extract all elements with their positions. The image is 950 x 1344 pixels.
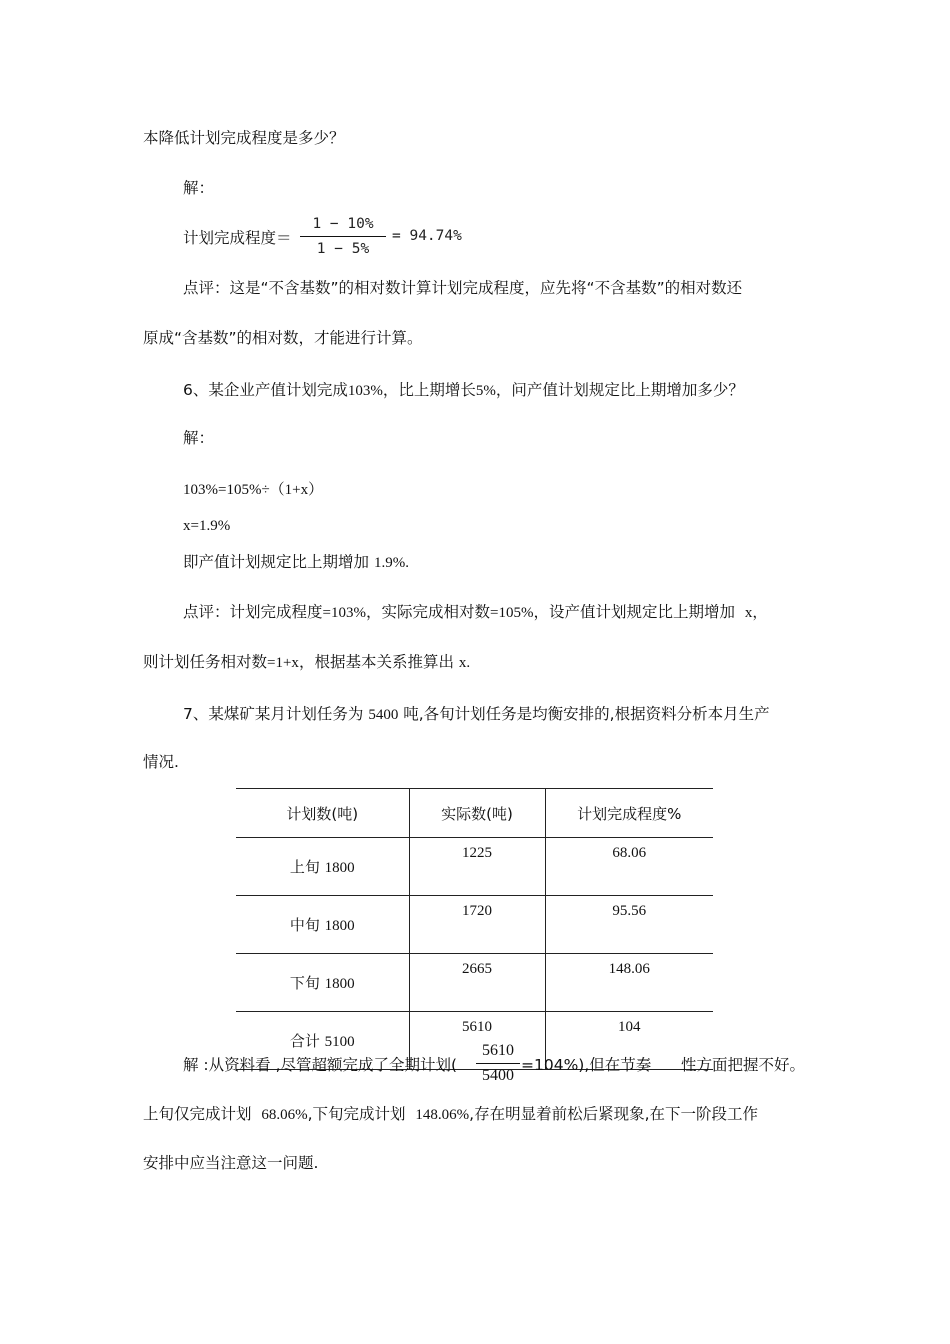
- comment-2-text: ，设产值计划规定比上期增加: [533, 603, 735, 621]
- analysis-text-a: 解 :从资料看 ,尽管超额完成了全期计划(: [183, 1056, 458, 1074]
- row-actual: 2665: [409, 954, 545, 1012]
- row-label-cell: [236, 838, 409, 896]
- q6-text-b: ，比上期增长: [382, 381, 476, 399]
- equation-1: 103%=105%÷（1+x）: [183, 482, 324, 498]
- header-plan: 计划数(吨): [236, 789, 409, 838]
- comment-line-1: 点评：这是“不含基数”的相对数计算计划完成程度，应先将“不含基数”的相对数还: [183, 279, 743, 297]
- analysis-value: 148.06%: [415, 1107, 470, 1123]
- row-plan: 1800: [324, 918, 355, 934]
- analysis-line-3: 安排中应当注意这一问题.: [143, 1154, 319, 1172]
- table-header-row: [236, 789, 713, 838]
- question-7-line-1: [183, 704, 770, 725]
- analysis-value: 68.06%: [261, 1107, 308, 1123]
- answer-6-text: 即产值计划规定比上期增加: [183, 553, 370, 571]
- fraction-bar: [300, 236, 386, 237]
- row-label-cell: [236, 954, 409, 1012]
- comment-2-line-1: [183, 602, 767, 623]
- data-table: [236, 788, 713, 1070]
- question-6: [183, 380, 744, 401]
- row-label: 下旬: [289, 974, 320, 992]
- q6-text-c: ，问产值计划规定比上期增加多少？: [495, 381, 744, 399]
- analysis-line-2: [143, 1104, 758, 1125]
- paragraph-continuation: 本降低计划完成程度是多少？: [143, 129, 345, 147]
- row-plan: 1800: [324, 976, 355, 992]
- row-label: 合计: [289, 1032, 320, 1050]
- equation-2: x=1.9%: [183, 518, 231, 534]
- comment-2-value: x，: [744, 605, 768, 621]
- q6-text-a: 6、某企业产值计划完成: [183, 381, 348, 399]
- comment-line-2: 原成“含基数”的相对数，才能进行计算。: [143, 329, 423, 347]
- row-pct: 68.06: [545, 838, 713, 896]
- formula-fraction: [300, 214, 386, 259]
- row-plan: 1800: [324, 860, 355, 876]
- header-pct: 计划完成程度%: [545, 789, 713, 838]
- comment-2-value: x.: [458, 655, 471, 671]
- q7-text: 7、某煤矿某月计划任务为: [183, 705, 364, 723]
- row-pct: 104: [545, 1012, 713, 1070]
- comment-2-value: =1+x: [267, 655, 299, 671]
- solution-label: 解：: [183, 179, 215, 197]
- comment-2-text: ，实际完成相对数: [365, 603, 490, 621]
- row-pct: 95.56: [545, 896, 713, 954]
- answer-6: [183, 552, 409, 573]
- fraction-denominator: 5400: [482, 1067, 514, 1084]
- table-row: [236, 838, 713, 896]
- comment-2-text: ，根据基本关系推算出: [298, 653, 454, 671]
- comment-2-text: 则计划任务相对数: [143, 653, 268, 671]
- comment-2-value: =105%: [490, 605, 534, 621]
- analysis-text: ,存在明显着前松后紧现象,在下一阶段工作: [469, 1105, 759, 1123]
- q7-value: 5400: [368, 707, 399, 723]
- row-label: 上旬: [289, 858, 320, 876]
- formula-result: = 94.74%: [392, 228, 462, 244]
- row-actual: 1225: [409, 838, 545, 896]
- table-row: [236, 896, 713, 954]
- row-actual: 1720: [409, 896, 545, 954]
- analysis-fraction: [476, 1041, 520, 1086]
- q6-value-1: 103%: [347, 383, 383, 399]
- row-label: 中旬: [289, 916, 320, 934]
- answer-6-value: 1.9%.: [373, 555, 409, 571]
- header-actual: 实际数(吨): [409, 789, 545, 838]
- analysis-text-c: 性方面把握不好。: [681, 1056, 806, 1074]
- table-row: [236, 954, 713, 1012]
- q6-value-2: 5%: [475, 383, 496, 399]
- comment-2-text: 点评：计划完成程度: [183, 603, 323, 621]
- q7-text: 吨,各旬计划任务是均衡安排的,根据资料分析本月生产: [403, 705, 770, 723]
- fraction-denominator: 1 − 5%: [316, 241, 370, 257]
- row-pct: 148.06: [545, 954, 713, 1012]
- analysis-text: 上旬仅完成计划: [143, 1105, 252, 1123]
- question-7-line-2: 情况.: [143, 753, 179, 771]
- comment-2-value: =103%: [322, 605, 366, 621]
- fraction-numerator: 5610: [482, 1042, 514, 1059]
- formula-label: 计划完成程度＝: [183, 229, 292, 247]
- row-label-cell: [236, 896, 409, 954]
- analysis-text: ,下旬完成计划: [307, 1105, 406, 1123]
- row-actual: 5610: [409, 1012, 545, 1070]
- analysis-text-b: =104%),但在节奏: [521, 1056, 652, 1074]
- comment-2-line-2: [143, 652, 470, 673]
- fraction-bar: [476, 1063, 520, 1064]
- row-plan: 5100: [324, 1034, 355, 1050]
- solution-label-2: 解：: [183, 429, 215, 447]
- fraction-numerator: 1 − 10%: [312, 216, 374, 232]
